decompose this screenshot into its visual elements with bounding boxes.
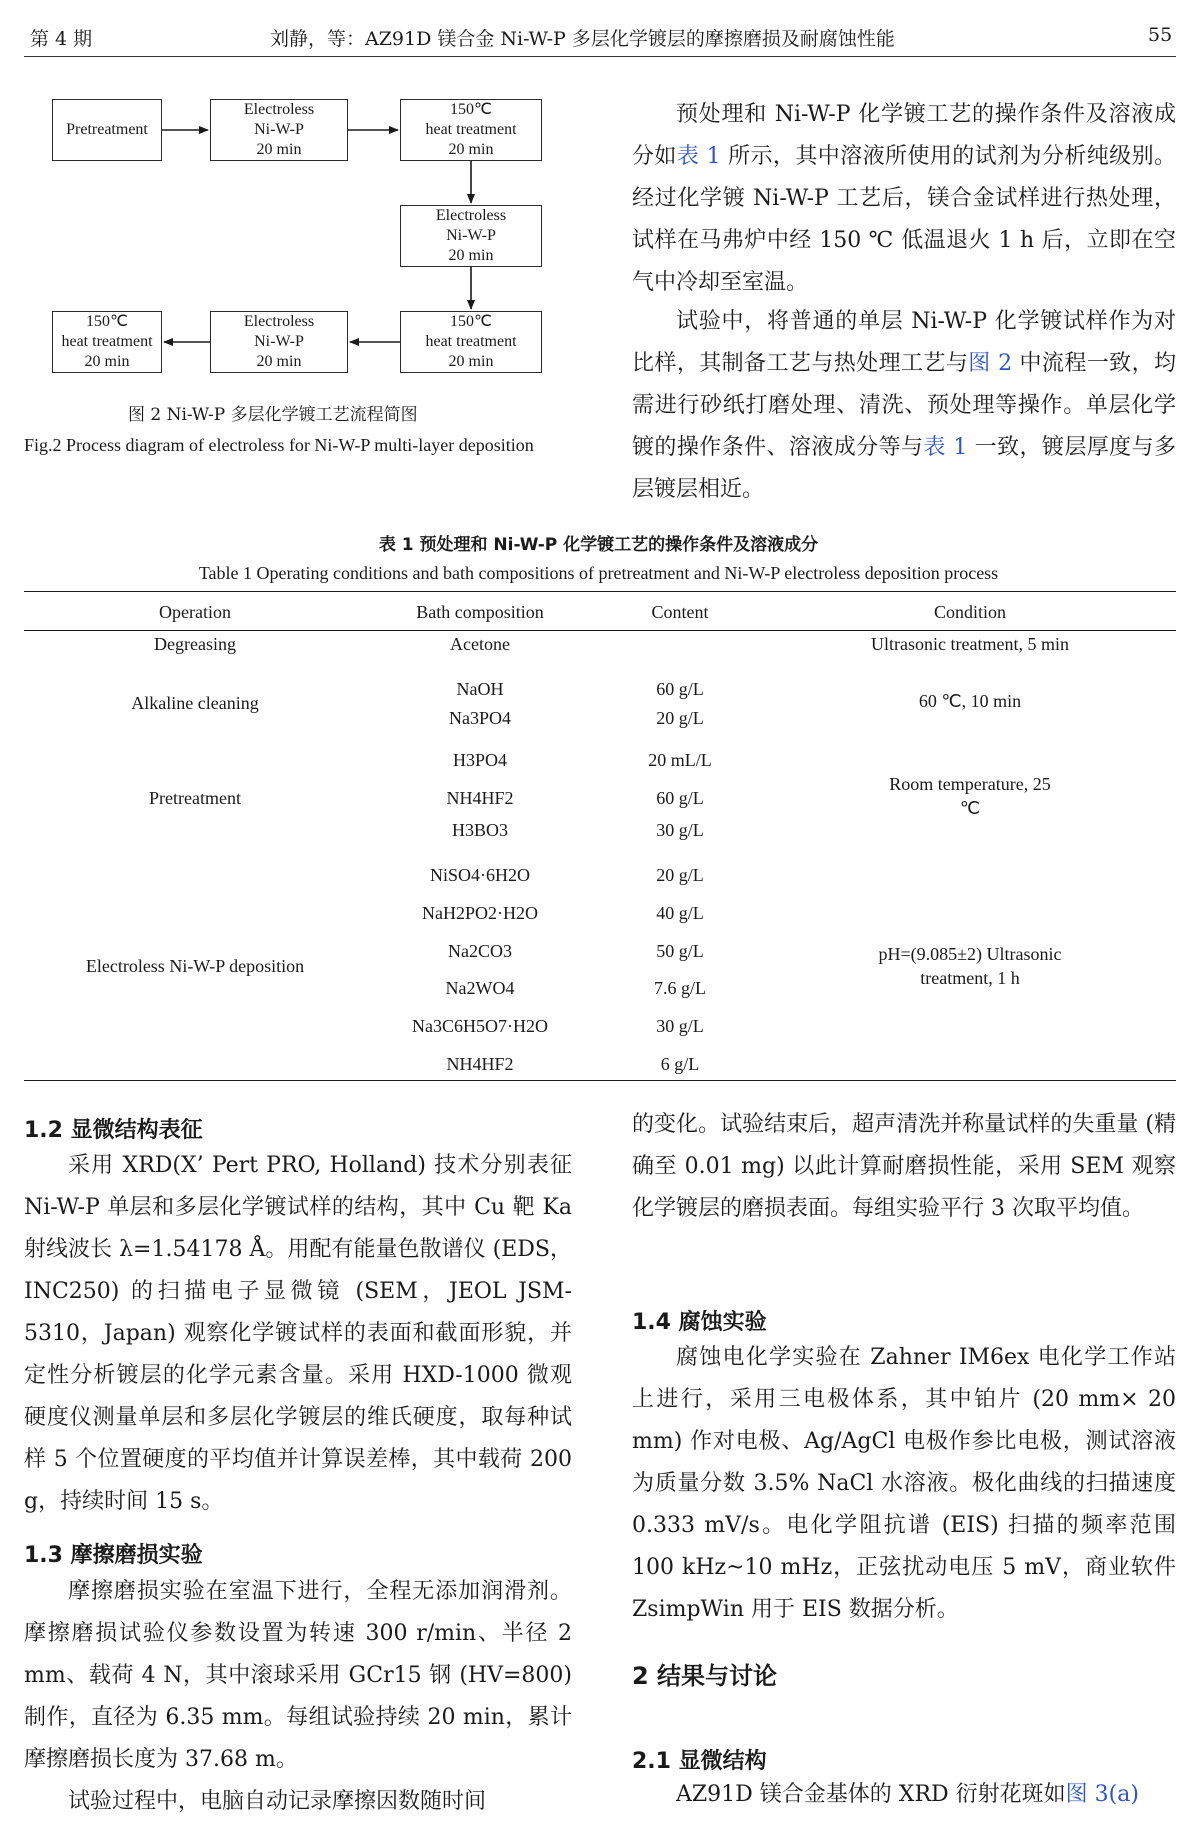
table-cell-condition: pH=(9.085±2) Ultrasonic treatment, 1 h	[878, 944, 1062, 988]
table-cell-bath: NiSO4·6H2O	[429, 865, 530, 885]
paragraph-table1-intro: 预处理和 Ni-W-P 化学镀工艺的操作条件及溶液成分如表 1 所示，其中溶液所使用的试剂为分析纯级别。经过化学镀 Ni-W-P 工艺后，镁合金试样进行热处理，试样在马弗炉中经 150 ℃ 低温退火 1 h 后，立即在空气中冷却至室温。	[632, 102, 1176, 295]
table-cell-condition: 60 ℃, 10 min	[918, 691, 1022, 711]
paragraph-microstructure: 采用 XRD(X’ Pert PRO, Holland) 技术分别表征 Ni-W-P 单层和多层化学镀试样的结构，其中 Cu 靶 Ka 射线波长 λ=1.54178 Å。用配有能量色散谱仪 (EDS，INC250) 的扫描电子显微镜 (SEM，JEOL JSM-5310，Japan) 观察化学镀试样的表面和截面形貌，并定性分析镀层的化学元素含量。采用 HXD-1000 微观硬度仪测量单层和多层化学镀层的维氏硬度，取每种试样 5 个位置硬度的平均值并计算误差棒，其中载荷 200 g，持续时间 15 s。	[24, 1153, 572, 1514]
flow-box-electroless-2: Electroless Ni-W-P 20 min	[400, 205, 542, 267]
table-cell-bath: NH4HF2	[446, 1054, 514, 1074]
paragraph-wear-test-cont: 试验过程中，电脑自动记录摩擦因数随时间	[68, 1789, 487, 1814]
paragraph-wear-test: 摩擦磨损实验在室温下进行，全程无添加润滑剂。摩擦磨损试验仪参数设置为转速 300 r/min、半径 2 mm、载荷 4 N，其中滚球采用 GCr15 钢 (HV=800) 制作，直径为 6.35 mm。每组试验持续 20 min，累计摩擦磨损长度为 37.68 m。	[24, 1579, 572, 1772]
table-header-operation: Operation	[159, 602, 231, 622]
section-2-title: 2 结果与讨论	[632, 1662, 778, 1690]
table-cell-op: Degreasing	[154, 634, 236, 654]
running-header-title: 刘静，等：AZ91D 镁合金 Ni-W-P 多层化学镀层的摩擦磨损及耐腐蚀性能	[270, 28, 895, 50]
flow-box-electroless-1: Electroless Ni-W-P 20 min	[210, 99, 348, 161]
table-cell-bath: Na3C6H5O7·H2O	[412, 1016, 548, 1036]
flow-box-heat-3: 150℃ heat treatment 20 min	[52, 311, 162, 373]
section-1-2-title: 1.2 显微结构表征	[24, 1118, 203, 1143]
table-header-bath: Bath composition	[416, 602, 544, 622]
table-cell-op: Pretreatment	[149, 788, 241, 808]
section-1-4-title: 1.4 腐蚀实验	[632, 1310, 767, 1335]
table-cell-bath: NH4HF2	[446, 788, 514, 808]
table-cell-condition: Room temperature, 25 ℃	[889, 774, 1051, 818]
table-cell-content: 30 g/L	[656, 1016, 704, 1036]
flow-box-heat-1: 150℃ heat treatment 20 min	[400, 99, 542, 161]
table-cell-bath: Na2CO3	[448, 941, 512, 961]
table-header-rule	[24, 630, 1176, 631]
running-header-issue: 第 4 期	[30, 28, 93, 50]
table-cell-bath: Na2WO4	[445, 978, 515, 998]
paragraph-comparison-sample: 试验中，将普通的单层 Ni-W-P 化学镀试样作为对比样，其制备工艺与热处理工艺与图 2 中流程一致，均需进行砂纸打磨处理、清洗、预处理等操作。单层化学镀的操作条件、溶液成分等与表 1 一致，镀层厚度与多层镀层相近。	[632, 309, 1176, 502]
table-cell-bath: Acetone	[450, 634, 510, 654]
table-header-content: Content	[651, 602, 709, 622]
table-cell-content: 20 mL/L	[648, 750, 712, 770]
table-bottom-rule	[24, 1080, 1176, 1081]
table1-link[interactable]: 表 1	[676, 144, 721, 169]
table-cell-op: Electroless Ni-W-P deposition	[85, 956, 305, 976]
table-cell-content: 60 g/L	[656, 788, 704, 808]
table-cell-bath: Na3PO4	[449, 708, 511, 728]
figure-caption-en: Fig.2 Process diagram of electroless for Ni-W-P multi-layer deposition	[24, 435, 534, 455]
table-cell-content: 7.6 g/L	[654, 978, 706, 998]
section-2-1-title: 2.1 显微结构	[632, 1749, 767, 1774]
paragraph-wear-continued: 的变化。试验结束后，超声清洗并称量试样的失重量 (精确至 0.01 mg) 以此计算耐磨损性能，采用 SEM 观察化学镀层的磨损表面。每组实验平行 3 次取平均值。	[632, 1112, 1176, 1221]
flow-arrows	[0, 0, 600, 420]
paragraph-corrosion-test: 腐蚀电化学实验在 Zahner IM6ex 电化学工作站上进行，采用三电极体系，其中铂片 (20 mm× 20 mm) 作对电极、Ag/AgCl 电极作参比电极，测试溶液为质量分数 3.5% NaCl 水溶液。极化曲线的扫描速度 0.333 mV/s。电化学阻抗谱 (EIS) 扫描的频率范围 100 kHz~10 mHz，正弦扰动电压 5 mV，商业软件 ZsimpWin 用于 EIS 数据分析。	[632, 1345, 1176, 1622]
table-cell-condition: Ultrasonic treatment, 5 min	[871, 634, 1069, 654]
table-top-rule	[24, 591, 1176, 592]
table-caption-cn: 表 1 预处理和 Ni-W-P 化学镀工艺的操作条件及溶液成分	[378, 535, 819, 555]
table1-link-2[interactable]: 表 1	[923, 435, 968, 460]
flow-box-electroless-3: Electroless Ni-W-P 20 min	[210, 311, 348, 373]
figure2-link[interactable]: 图 2	[968, 351, 1013, 376]
flow-box-pretreatment: Pretreatment	[52, 99, 162, 161]
table-cell-content: 50 g/L	[656, 941, 704, 961]
table-cell-content: 20 g/L	[656, 865, 704, 885]
table-cell-op: Alkaline cleaning	[131, 693, 259, 713]
section-1-3-title: 1.3 摩擦磨损实验	[24, 1543, 203, 1568]
table-caption-en: Table 1 Operating conditions and bath compositions of pretreatment and Ni-W-P electroless deposition process	[198, 563, 999, 583]
table-cell-content: 30 g/L	[656, 820, 704, 840]
figure3a-link[interactable]: 图 3(a)	[1065, 1782, 1139, 1807]
table-cell-content: 20 g/L	[656, 708, 704, 728]
table-header-condition: Condition	[933, 602, 1006, 622]
table-cell-content: 60 g/L	[656, 679, 704, 699]
table-cell-bath: H3BO3	[451, 820, 508, 840]
table-cell-bath: NaOH	[456, 679, 504, 699]
figure-caption-cn: 图 2 Ni-W-P 多层化学镀工艺流程简图	[128, 405, 418, 425]
flow-box-heat-2: 150℃ heat treatment 20 min	[400, 311, 542, 373]
table-cell-bath: NaH2PO2·H2O	[422, 903, 538, 923]
table-cell-bath: H3PO4	[452, 750, 507, 770]
table-cell-content: 6 g/L	[660, 1054, 700, 1074]
paragraph-xrd: AZ91D 镁合金基体的 XRD 衍射花斑如图 3(a)	[676, 1782, 1139, 1807]
page-number: 55	[1148, 24, 1173, 46]
table-cell-content: 40 g/L	[656, 903, 704, 923]
